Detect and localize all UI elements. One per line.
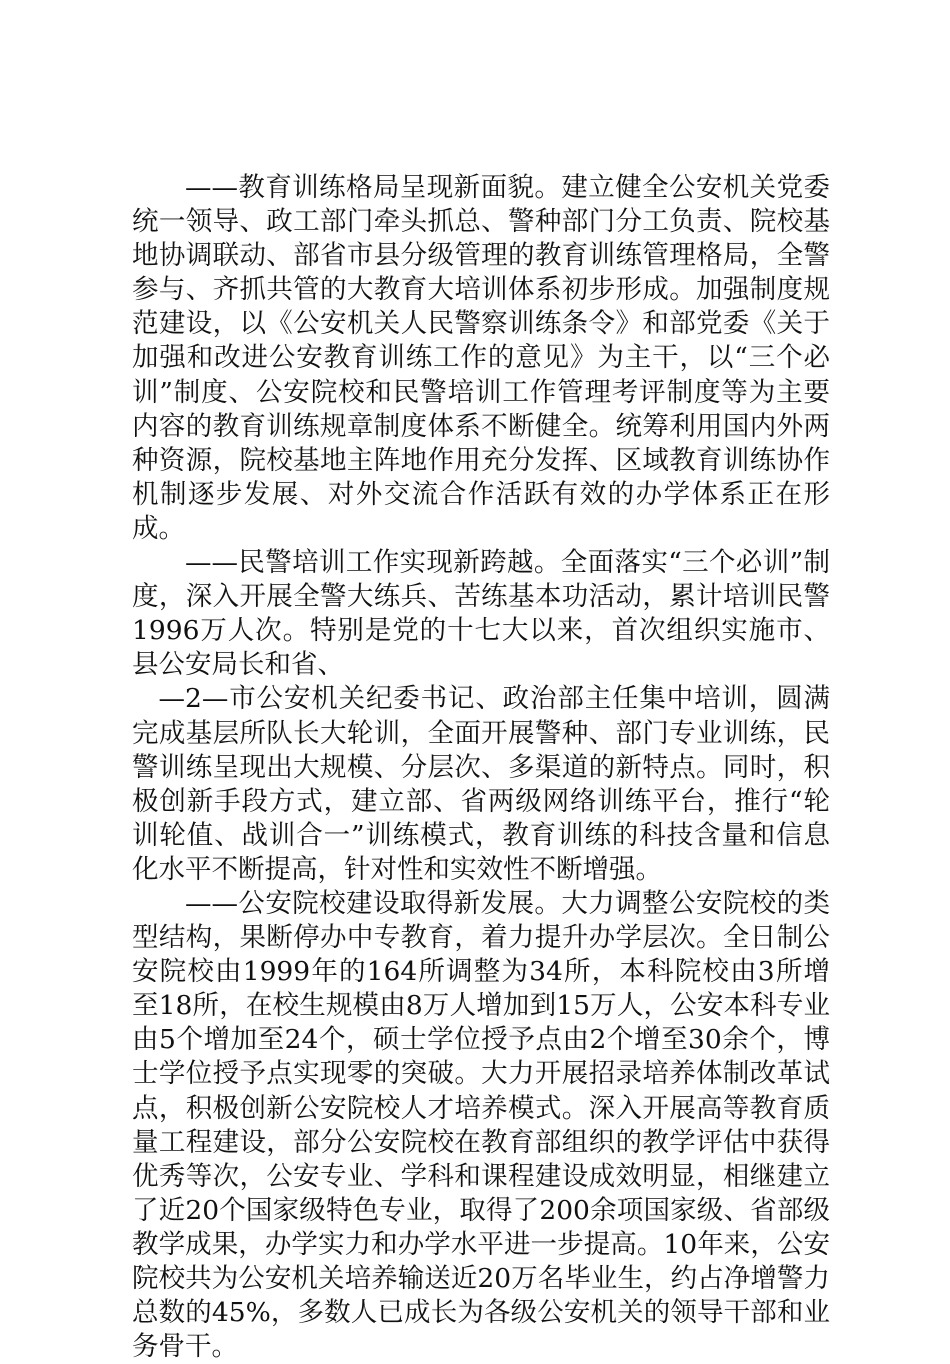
paragraph-education-pattern: ——教育训练格局呈现新面貌。建立健全公安机关党委统一领导、政工部门牵头抓总、警种部门分工负责、院校基地协调联动、部省市县分级管理的教育训练管理格局，全警参与、齐抓共管的大教育大培训体系初步形成。加强制度规范建设，以《公安机关人民警察训练条令》和部党委《关于加强和改进公安教育训练工作的意见》为主干，以“三个必训”制度、公安院校和民警培训工作管理考评制度等为主要内容的教育训练规章制度体系不断健全。统筹利用国内外两种资源，院校基地主阵地作用充分发挥、区域教育训练协作机制逐步发展、对外交流合作活跃有效的办学体系正在形成。 xyxy=(132,172,830,544)
paragraph-page-continuation: —2—市公安机关纪委书记、政治部主任集中培训，圆满完成基层所队长大轮训，全面开展警种、部门专业训练，民警训练呈现出大规模、分层次、多渠道的新特点。同时，积极创新手段方式，建立部、省两级网络训练平台，推行“轮训轮值、战训合一”训练模式，教育训练的科技含量和信息化水平不断提高，针对性和实效性不断增强。 xyxy=(132,683,830,885)
paragraph-academy-development: ——公安院校建设取得新发展。大力调整公安院校的类型结构，果断停办中专教育，着力提升办学层次。全日制公安院校由1999年的164所调整为34所，本科院校由3所增至18所，在校生规模由8万人增加到15万人，公安本科专业由5个增加至24个，硕士学位授予点由2个增至30余个，博士学位授予点实现零的突破。大力开展招录培养体制改革试点，积极创新公安院校人才培养模式。深入开展高等教育质量工程建设，部分公安院校在教育部组织的教学评估中获得优秀等次，公安专业、学科和课程建设成效明显，相继建立了近20个国家级特色专业，取得了200余项国家级、省部级教学成果，办学实力和办学水平进一步提高。10年来，公安院校共为公安机关培养输送近20万名毕业生，约占净增警力总数的45%，多数人已成长为各级公安机关的领导干部和业务骨干。 xyxy=(132,887,830,1363)
document-body xyxy=(132,171,830,1364)
paragraph-police-training: ——民警培训工作实现新跨越。全面落实“三个必训”制度，深入开展全警大练兵、苦练基本功活动，累计培训民警1996万人次。特别是党的十七大以来，首次组织实施市、县公安局长和省、 xyxy=(132,547,830,681)
